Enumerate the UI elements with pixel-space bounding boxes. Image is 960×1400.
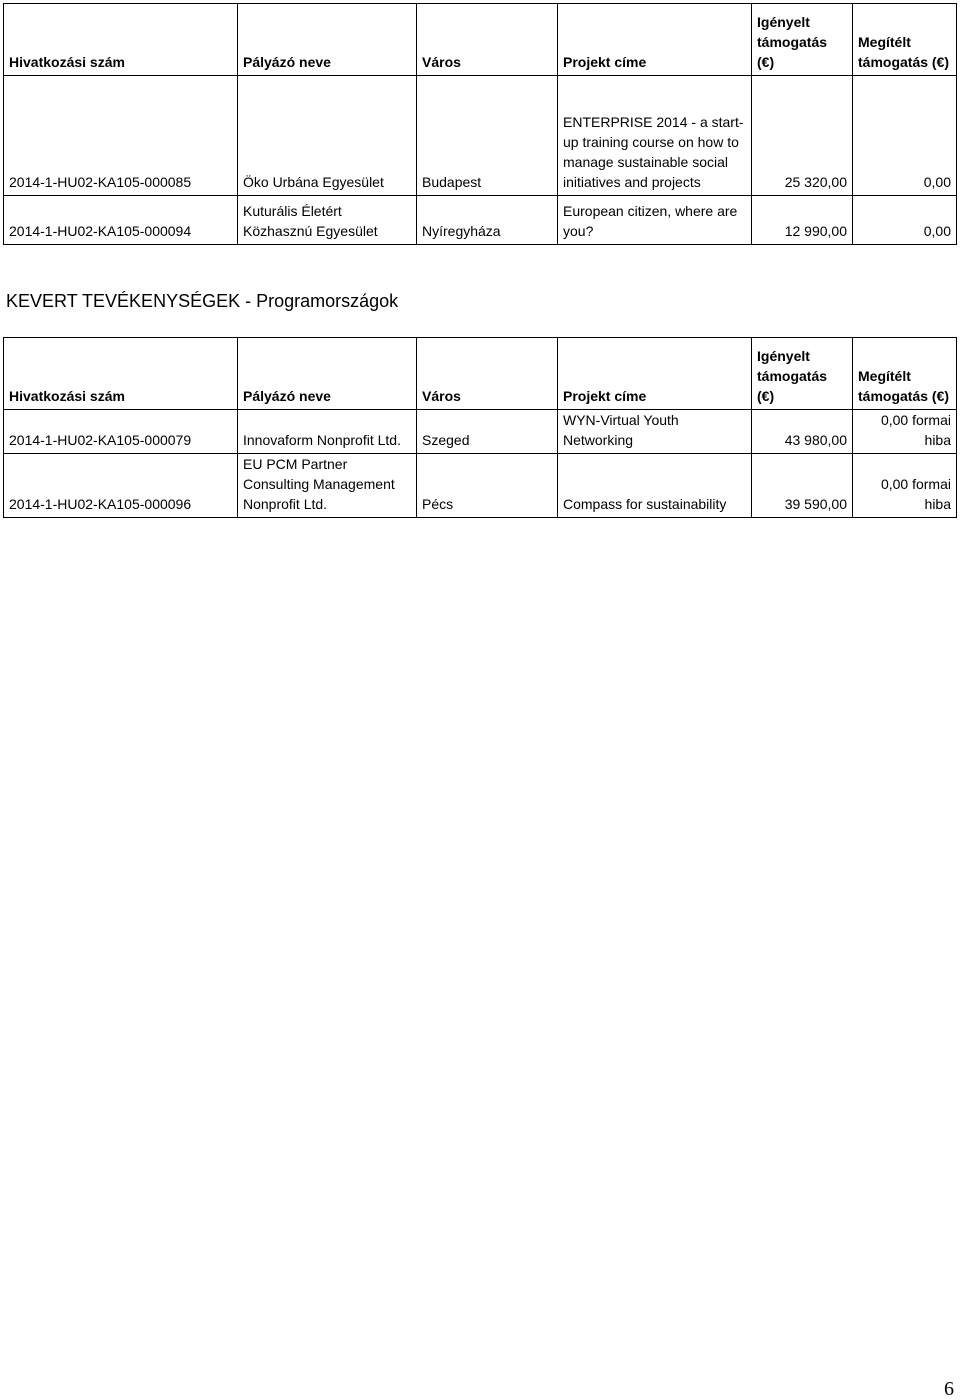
header-awarded: Megítélt támogatás (€) — [853, 338, 957, 410]
header-awarded: Megítélt támogatás (€) — [853, 4, 957, 76]
table-row — [4, 454, 957, 518]
cell-requested: 39 590,00 — [752, 454, 853, 518]
cell-applicant: Innovaform Nonprofit Ltd. — [238, 410, 417, 454]
cell-city: Budapest — [417, 76, 558, 196]
cell-awarded: 0,00 formai hiba — [853, 410, 957, 454]
cell-project: ENTERPRISE 2014 - a start-up training course on how to manage sustainable social initiatives and projects — [558, 76, 752, 196]
header-requested: Igényelt támogatás (€) — [752, 4, 853, 76]
cell-awarded: 0,00 — [853, 196, 957, 245]
table-row — [4, 196, 957, 245]
header-applicant: Pályázó neve — [238, 4, 417, 76]
cell-project: Compass for sustainability — [558, 454, 752, 518]
table-row — [4, 76, 957, 196]
cell-requested: 25 320,00 — [752, 76, 853, 196]
cell-awarded: 0,00 — [853, 76, 957, 196]
table-row — [4, 410, 957, 454]
cell-ref: 2014-1-HU02-KA105-000094 — [4, 196, 238, 245]
cell-applicant: Öko Urbána Egyesület — [238, 76, 417, 196]
header-project: Projekt címe — [558, 4, 752, 76]
cell-city: Nyíregyháza — [417, 196, 558, 245]
header-requested: Igényelt támogatás (€) — [752, 338, 853, 410]
grant-table-1 — [3, 3, 957, 245]
cell-city: Szeged — [417, 410, 558, 454]
header-project: Projekt címe — [558, 338, 752, 410]
cell-ref: 2014-1-HU02-KA105-000085 — [4, 76, 238, 196]
header-city: Város — [417, 4, 558, 76]
cell-project: European citizen, where are you? — [558, 196, 752, 245]
cell-applicant: EU PCM Partner Consulting Management Nonprofit Ltd. — [238, 454, 417, 518]
section-title: KEVERT TEVÉKENYSÉGEK - Programországok — [6, 291, 399, 311]
table-header-row — [4, 4, 957, 76]
cell-requested: 43 980,00 — [752, 410, 853, 454]
header-applicant: Pályázó neve — [238, 338, 417, 410]
cell-awarded: 0,00 formai hiba — [853, 454, 957, 518]
grant-table-2 — [3, 337, 957, 518]
table-header-row — [4, 338, 957, 410]
page-number: 6 — [944, 1378, 954, 1400]
cell-project: WYN-Virtual Youth Networking — [558, 410, 752, 454]
header-ref: Hivatkozási szám — [4, 338, 238, 410]
header-city: Város — [417, 338, 558, 410]
cell-ref: 2014-1-HU02-KA105-000079 — [4, 410, 238, 454]
cell-requested: 12 990,00 — [752, 196, 853, 245]
cell-applicant: Kuturális Életért Közhasznú Egyesület — [238, 196, 417, 245]
cell-city: Pécs — [417, 454, 558, 518]
header-ref: Hivatkozási szám — [4, 4, 238, 76]
cell-ref: 2014-1-HU02-KA105-000096 — [4, 454, 238, 518]
